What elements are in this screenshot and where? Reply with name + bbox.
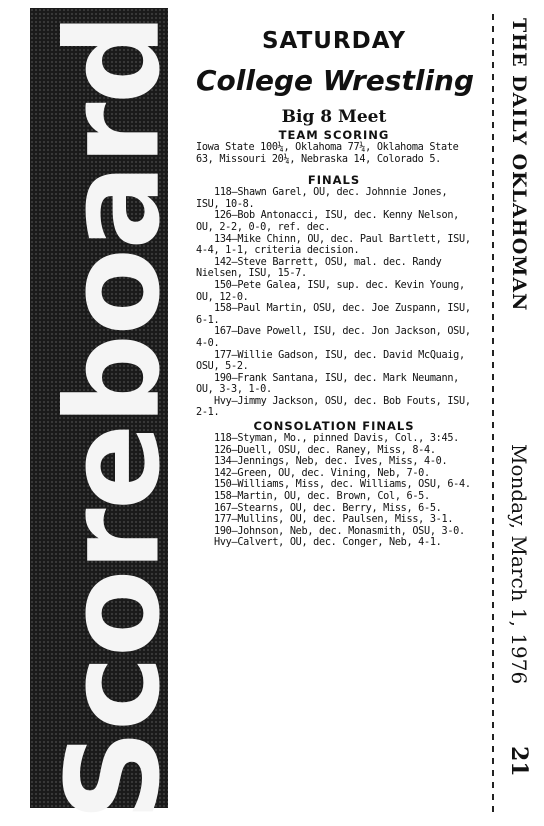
consolation-result: 126—Duell, OSU, dec. Raney, Miss, 8-4. xyxy=(214,444,436,456)
finals-result: 190—Frank Santana, ISU, dec. Mark Neumann, OU, 3-3, 1-0. xyxy=(196,372,460,396)
meet-title: Big 8 Meet xyxy=(281,107,387,127)
finals-result: 134—Mike Chinn, OU, dec. Paul Bartlett, ISU, 4-4, 1-1, criteria decision. xyxy=(196,233,471,257)
finals-result: 167—Dave Powell, ISU, dec. Jon Jackson, OSU, 4-0. xyxy=(196,326,471,349)
page-number: 21 xyxy=(506,746,532,777)
consolation-result: 134—Jennings, Neb, dec. Ives, Miss, 4-0. xyxy=(214,456,448,468)
consolation-result: 118—Styman, Mo., pinned Davis, Col., 3:45. xyxy=(214,433,460,445)
day-heading: SATURDAY xyxy=(261,28,406,54)
finals-result: 142—Steve Barrett, OSU, mal. dec. Randy Nielsen, ISU, 15-7. xyxy=(196,256,442,280)
consolation-result: 177—Mullins, OU, dec. Paulsen, Miss, 3-1. xyxy=(214,514,454,526)
finals-result: 158—Paul Martin, OSU, dec. Joe Zuspann, ISU, 6-1. xyxy=(196,303,471,326)
finals-result: 150—Pete Galea, ISU, sup. dec. Kevin Young, OU, 12-0. xyxy=(196,279,465,303)
team-scoring-text: Iowa State 100¼, Oklahoma 77¼, Oklahoma State 63, Missouri 20¼, Nebraska 14, Colorado 5. xyxy=(196,142,459,165)
scoreboard-banner xyxy=(30,8,189,822)
newspaper-masthead: THE DAILY OKLAHOMAN xyxy=(508,18,530,312)
finals-result: Hvy—Jimmy Jackson, OSU, dec. Bob Fouts, ISU, 2-1. xyxy=(196,395,471,419)
consolation-result: Hvy—Calvert, OU, dec. Conger, Neb, 4-1. xyxy=(214,537,442,549)
sport-heading: College Wrestling xyxy=(196,64,475,97)
banner-title: Scoreboard xyxy=(39,14,189,822)
issue-date: Monday, March 1, 1976 xyxy=(507,444,531,685)
finals-result: 126—Bob Antonacci, ISU, dec. Kenny Nelson, OU, 2-2, 0-0, ref. dec. xyxy=(196,210,460,233)
consolation-result: 150—Williams, Miss, dec. Williams, OSU, 6-4. xyxy=(214,479,471,491)
finals-heading: FINALS xyxy=(307,173,361,188)
results-column xyxy=(196,14,475,549)
consolation-result: 158—Martin, OU, dec. Brown, Col, 6-5. xyxy=(214,491,430,503)
finals-result: 177—Willie Gadson, ISU, dec. David McQuaig, OSU, 5-2. xyxy=(196,349,465,373)
consolation-result: 142—Green, OU, dec. Vining, Neb, 7-0. xyxy=(214,467,430,479)
column-rule xyxy=(492,14,494,814)
consolation-result: 190—Johnson, Neb, dec. Monasmith, OSU, 3-0. xyxy=(214,525,465,537)
consolation-result: 167—Stearns, OU, dec. Berry, Miss, 6-5. xyxy=(214,502,442,514)
consolation-heading: CONSOLATION FINALS xyxy=(253,419,415,434)
team-scoring-heading: TEAM SCORING xyxy=(278,128,390,142)
finals-result: 118—Shawn Garel, OU, dec. Johnnie Jones, ISU, 10-8. xyxy=(196,187,448,210)
